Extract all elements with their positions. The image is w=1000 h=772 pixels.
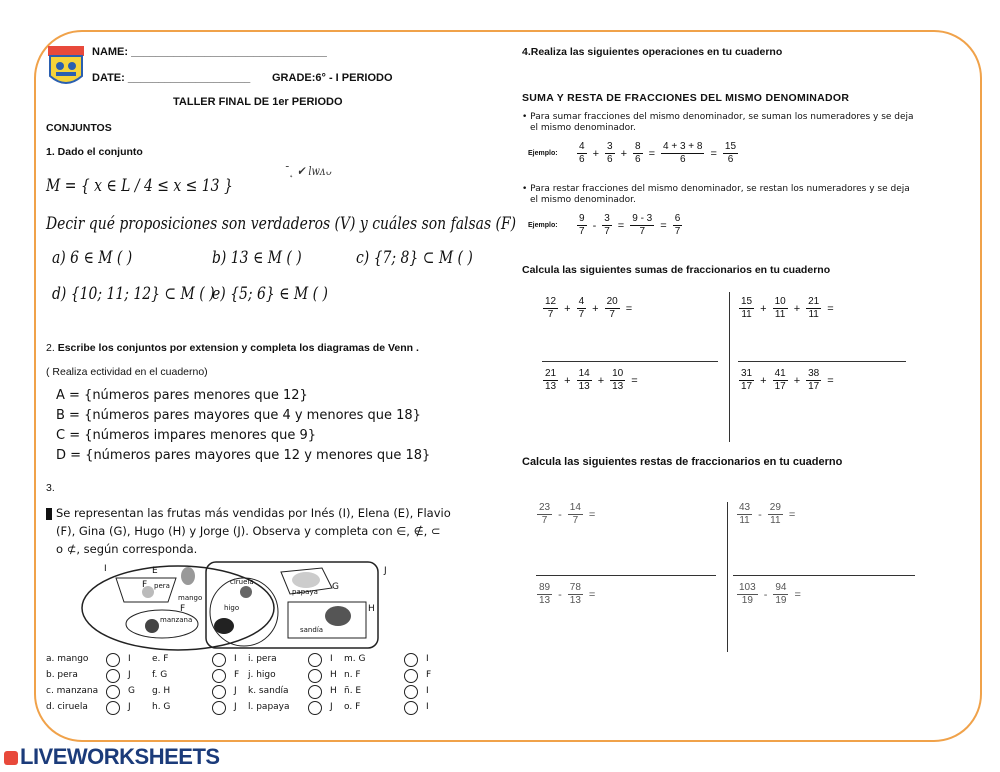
operator: + — [620, 147, 627, 160]
denominator: 6 — [579, 154, 585, 165]
sums-line-right — [738, 361, 906, 362]
denominator: 7 — [674, 226, 681, 237]
answer-item-label: m. G — [344, 654, 366, 664]
sums-line-left — [542, 361, 718, 362]
numerator: 41 — [774, 368, 786, 379]
school-logo — [46, 44, 86, 90]
subs-divider — [727, 502, 728, 652]
operator: = — [631, 374, 638, 387]
denominator: 11 — [741, 309, 752, 320]
q1-item-d[interactable]: d) {10; 11; 12} ⊂ M ( ) — [52, 284, 215, 304]
operator: - — [558, 588, 562, 601]
sub-exercise-3 — [534, 582, 598, 607]
sum-exercise-2 — [736, 296, 837, 321]
numerator: 78 — [569, 582, 581, 593]
denominator: 7 — [547, 309, 554, 320]
q2-set-b: B = {números pares mayores que 4 y menores que 18} — [56, 408, 421, 423]
operator: = — [588, 508, 596, 521]
fraction — [806, 296, 821, 321]
answer-slot[interactable] — [404, 701, 418, 715]
numerator: 21 — [808, 296, 820, 307]
operator: = — [827, 374, 834, 387]
q1-item-b[interactable]: b) 13 ∈ M ( ) — [212, 248, 302, 268]
q2-set-d: D = {números pares mayores que 12 y menores que 18} — [56, 448, 431, 463]
answer-circle[interactable] — [212, 653, 226, 667]
numerator: 9 - 3 — [632, 213, 653, 224]
subs-title: Calcula las siguientes restas de fraccionarios en tu cuaderno — [522, 456, 843, 468]
answer-slot[interactable] — [212, 701, 226, 715]
operator: = — [617, 219, 625, 232]
q2-heading — [46, 342, 419, 354]
q1-instruction: Decir qué proposiciones son verdaderos (V) y cuáles son falsas (F) — [46, 214, 517, 234]
answer-slot[interactable] — [212, 669, 226, 683]
denominator: 7 — [541, 515, 548, 526]
fruit-higo: higo — [224, 604, 240, 612]
numerator: 4 — [578, 296, 585, 307]
operator: = — [648, 147, 655, 160]
watermelon-fruit — [325, 606, 351, 626]
numerator: 4 — [579, 141, 585, 152]
fraction — [773, 368, 788, 393]
answer-item-label: n. F — [344, 670, 361, 680]
fraction — [768, 502, 783, 527]
answer-circle[interactable] — [308, 701, 322, 715]
box-title: SUMA Y RESTA DE FRACCIONES DEL MISMO DENOMINADOR — [522, 92, 850, 104]
denominator: 11 — [739, 515, 750, 526]
denominator: 17 — [808, 381, 820, 392]
answer-slot[interactable] — [308, 653, 322, 667]
denominator: 7 — [579, 226, 585, 237]
answer-item-label: f. G — [152, 670, 168, 680]
answer-circle[interactable] — [212, 701, 226, 715]
numerator: 38 — [808, 368, 820, 379]
venn-label-g: G — [332, 582, 339, 592]
fraction — [577, 213, 587, 238]
example-label-1: Ejemplo: — [528, 150, 558, 157]
numerator: 8 — [635, 141, 641, 152]
answer-circle[interactable] — [308, 685, 322, 699]
numerator: 94 — [775, 582, 787, 593]
answer-circle[interactable] — [404, 669, 418, 683]
answer-set-label: I — [330, 654, 333, 664]
section-title: CONJUNTOS — [46, 122, 112, 134]
q1-item-e[interactable]: e) {5; 6} ∈ M ( ) — [212, 284, 328, 304]
fraction — [568, 582, 583, 607]
denominator: 11 — [774, 309, 786, 320]
answer-circle[interactable] — [308, 653, 322, 667]
fraction — [739, 368, 754, 393]
answer-set-label: I — [426, 702, 429, 712]
numerator: 6 — [674, 213, 681, 224]
example-sum — [574, 141, 741, 166]
grade-label: GRADE:6° - I PERIODO — [272, 72, 393, 84]
answer-item-label: h. G — [152, 702, 171, 712]
q3-number: 3. — [46, 482, 55, 494]
fruit-sandia: sandía — [300, 626, 324, 634]
plum-fruit — [240, 586, 252, 598]
brand-text: LIVEWORKSHEETS — [20, 744, 220, 769]
answer-slot[interactable] — [308, 685, 322, 699]
answer-slot[interactable] — [106, 685, 120, 699]
fraction — [537, 502, 552, 527]
operator: - — [592, 219, 597, 232]
example-subtraction — [574, 213, 685, 238]
denominator: 7 — [572, 515, 579, 526]
answer-slot[interactable] — [212, 685, 226, 699]
answer-set-label: I — [426, 686, 429, 696]
subs-line-left — [536, 575, 716, 576]
operator: + — [597, 374, 605, 387]
denominator: 13 — [545, 381, 557, 392]
answer-set-label: H — [330, 686, 337, 696]
answer-set-label: I — [128, 654, 131, 664]
rule2: • Para restar fracciones del mismo denominador, se restan los numeradores y se deja — [522, 184, 910, 194]
q3-line1: Se representan las frutas más vendidas por Inés (I), Elena (E), Flavio — [56, 506, 451, 520]
answer-circle[interactable] — [308, 669, 322, 683]
answer-set-label: J — [330, 702, 333, 712]
answer-slot[interactable] — [404, 669, 418, 683]
fraction — [543, 368, 558, 393]
numerator: 3 — [607, 141, 613, 152]
denominator: 17 — [774, 381, 786, 392]
q1-scribble: ¯˛ ✔ lwᴧᴗ — [284, 164, 332, 178]
fruit-pera: pera — [154, 582, 170, 590]
answer-slot[interactable] — [212, 653, 226, 667]
denominator: 11 — [808, 309, 819, 320]
example-label-2: Ejemplo: — [528, 222, 558, 229]
venn-label-h: H — [368, 604, 375, 614]
answer-circle[interactable] — [106, 701, 120, 715]
denominator: 19 — [741, 595, 753, 606]
fraction — [577, 368, 592, 393]
denominator: 11 — [770, 515, 781, 526]
answer-slot[interactable] — [404, 653, 418, 667]
operator: - — [558, 508, 562, 521]
date-field[interactable]: DATE: ____________________ — [92, 72, 251, 84]
numerator: 43 — [739, 502, 751, 513]
denominator: 13 — [578, 381, 590, 392]
operator: = — [625, 302, 633, 315]
answer-item-label: d. ciruela — [46, 702, 88, 712]
operator: + — [760, 302, 767, 315]
fraction — [537, 582, 552, 607]
answer-set-label: F — [234, 670, 240, 680]
fraction — [737, 502, 752, 527]
venn-set-f — [126, 610, 198, 638]
venn-label-f2: F — [180, 604, 186, 614]
denominator: 6 — [635, 154, 641, 165]
answer-item-label: c. manzana — [46, 686, 99, 696]
q2-title: Escribe los conjuntos por extension y completa los diagramas de Venn . — [57, 342, 419, 354]
answer-circle[interactable] — [106, 653, 120, 667]
answer-set-label: I — [234, 654, 237, 664]
denominator: 13 — [612, 381, 624, 392]
numerator: 3 — [604, 213, 610, 224]
fraction — [605, 141, 615, 166]
fraction — [543, 296, 558, 321]
answer-set-label: J — [128, 702, 131, 712]
denominator: 13 — [569, 595, 581, 606]
answer-item-label: g. H — [152, 686, 171, 696]
operator: + — [564, 374, 571, 387]
answer-set-label: J — [234, 702, 237, 712]
sum-exercise-4 — [736, 368, 837, 393]
sub-exercise-1 — [534, 502, 598, 527]
apple-fruit — [145, 619, 159, 633]
answer-item-label: ñ. E — [344, 686, 362, 696]
fraction — [723, 141, 738, 166]
fraction — [661, 141, 704, 166]
fruit-manzana: manzana — [160, 616, 193, 624]
numerator: 15 — [724, 141, 737, 152]
fraction — [568, 502, 583, 527]
numerator: 23 — [539, 502, 551, 513]
answer-set-label: H — [330, 670, 337, 680]
rule2-cont: el mismo denominador. — [530, 195, 636, 205]
numerator: 4 + 3 + 8 — [663, 141, 703, 152]
fraction — [773, 582, 788, 607]
answer-item-label: l. papaya — [248, 702, 290, 712]
fraction — [633, 141, 643, 166]
numerator: 103 — [739, 582, 756, 593]
numerator: 29 — [769, 502, 781, 513]
q2-note: ( Realiza ectividad en el cuaderno) — [46, 366, 208, 378]
liveworksheets-logo — [4, 744, 220, 770]
operator: = — [588, 588, 596, 601]
operator: + — [564, 302, 571, 315]
fraction — [737, 582, 758, 607]
sums-title: Calcula las siguientes sumas de fraccionarios en tu cuaderno — [522, 264, 831, 276]
operator: + — [793, 302, 801, 315]
operator: + — [592, 147, 599, 160]
venn-label-e: E — [152, 566, 158, 576]
denominator: 7 — [609, 309, 615, 320]
numerator: 20 — [606, 296, 618, 307]
fraction — [577, 296, 587, 321]
operator: = — [794, 588, 801, 601]
numerator: 10 — [612, 368, 624, 379]
answer-item-label: j. higo — [248, 670, 276, 680]
answer-set-label: J — [234, 686, 237, 696]
denominator: 13 — [539, 595, 551, 606]
fraction — [610, 368, 625, 393]
sums-divider — [729, 292, 730, 442]
answer-slot[interactable] — [106, 701, 120, 715]
answer-circle[interactable] — [404, 701, 418, 715]
operator: + — [793, 374, 801, 387]
answer-circle[interactable] — [212, 685, 226, 699]
fraction — [630, 213, 654, 238]
q3-line2: (F), Gina (G), Hugo (H) y Jorge (J). Observa y completa con ∈, ∉, ⊂ — [56, 524, 441, 538]
denominator: 7 — [578, 309, 585, 320]
fraction — [739, 296, 754, 321]
answer-set-label: F — [426, 670, 432, 680]
operator: = — [710, 147, 717, 160]
denominator: 7 — [604, 226, 610, 237]
q1-set: M = { x ∈ L / 4 ≤ x ≤ 13 } — [46, 176, 233, 196]
answer-circle[interactable] — [404, 653, 418, 667]
subs-line-right — [733, 575, 915, 576]
operator: + — [592, 302, 599, 315]
numerator: 12 — [545, 296, 557, 307]
answer-item-label: e. F — [152, 654, 169, 664]
operator: - — [763, 588, 768, 601]
fruit-ciruela: ciruela — [230, 578, 254, 586]
operator: = — [788, 508, 796, 521]
q2-number: 2. — [46, 342, 55, 354]
q1-item-c[interactable]: c) {7; 8} ⊂ M ( ) — [356, 248, 473, 268]
answer-circle[interactable] — [404, 685, 418, 699]
answer-item-label: b. pera — [46, 670, 78, 680]
answer-slot[interactable] — [308, 701, 322, 715]
operator: - — [758, 508, 762, 521]
venn-label-j: J — [384, 566, 387, 576]
answer-set-label: I — [426, 654, 429, 664]
rule1: • Para sumar fracciones del mismo denominador, se suman los numeradores y se deja — [522, 112, 914, 122]
numerator: 15 — [741, 296, 753, 307]
papaya-fruit — [292, 572, 320, 588]
fraction — [673, 213, 683, 238]
numerator: 89 — [539, 582, 551, 593]
answer-slot[interactable] — [106, 653, 120, 667]
answer-item-label: k. sandía — [248, 686, 289, 696]
answer-item-label: i. pera — [248, 654, 277, 664]
denominator: 6 — [679, 154, 686, 165]
answer-set-label: G — [128, 686, 135, 696]
q1-item-a[interactable]: a) 6 ∈ M ( ) — [52, 248, 133, 268]
numerator: 21 — [545, 368, 557, 379]
sum-exercise-3 — [540, 368, 641, 393]
fraction — [602, 213, 612, 238]
numerator: 10 — [774, 296, 786, 307]
operator: = — [660, 219, 667, 232]
venn-label-f: F — [142, 580, 148, 590]
venn-label-i: I — [104, 564, 107, 574]
answer-circle[interactable] — [212, 669, 226, 683]
name-field[interactable]: NAME: ________________________________ — [92, 46, 327, 58]
operator: = — [827, 302, 834, 315]
operator: + — [760, 374, 767, 387]
fraction — [773, 296, 788, 321]
q2-set-a: A = {números pares menores que 12} — [56, 388, 308, 403]
denominator: 19 — [775, 595, 787, 606]
rule1-cont: el mismo denominador. — [530, 123, 636, 133]
denominator: 6 — [727, 154, 734, 165]
fig-fruit — [214, 618, 234, 634]
fruit-papaya: papaya — [292, 588, 318, 596]
denominator: 17 — [741, 381, 753, 392]
numerator: 14 — [569, 502, 581, 513]
q1-title: 1. Dado el conjunto — [46, 146, 143, 158]
denominator: 7 — [639, 226, 646, 237]
answer-slot[interactable] — [106, 669, 120, 683]
q2-set-c: C = {números impares menores que 9} — [56, 428, 316, 443]
q4-title: 4.Realiza las siguientes operaciones en tu cuaderno — [522, 46, 783, 58]
q3-line3: o ⊄, según corresponda. — [56, 542, 198, 556]
worksheet-title: TALLER FINAL DE 1er PERIODO — [173, 96, 343, 108]
answer-slot[interactable] — [404, 685, 418, 699]
answer-circle[interactable] — [106, 669, 120, 683]
sub-exercise-4 — [734, 582, 804, 607]
fraction — [577, 141, 587, 166]
sub-exercise-2 — [734, 502, 798, 527]
answer-circle[interactable] — [106, 685, 120, 699]
answer-item-label: a. mango — [46, 654, 89, 664]
numerator: 14 — [578, 368, 590, 379]
sum-exercise-1 — [540, 296, 635, 321]
numerator: 31 — [741, 368, 753, 379]
answer-set-label: J — [128, 670, 131, 680]
fraction — [806, 368, 821, 393]
fraction — [605, 296, 620, 321]
brand-icon — [4, 751, 18, 765]
answer-item-label: o. F — [344, 702, 361, 712]
answer-slot[interactable] — [308, 669, 322, 683]
denominator: 6 — [607, 154, 613, 165]
numerator: 9 — [579, 213, 585, 224]
fruit-mango: mango — [178, 594, 203, 602]
q3-bullet — [46, 508, 52, 520]
mango-fruit — [181, 567, 195, 585]
